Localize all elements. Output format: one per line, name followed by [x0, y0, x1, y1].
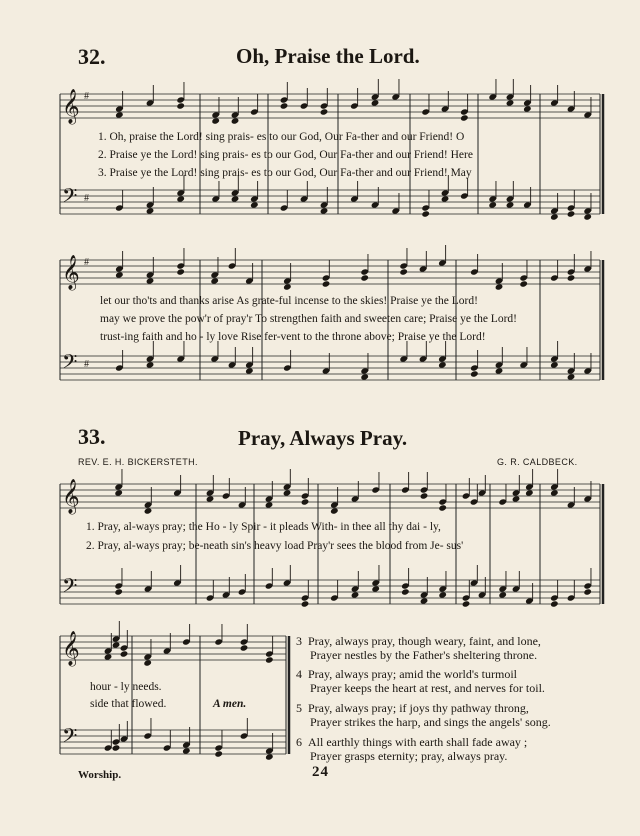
- note-head: [176, 268, 185, 275]
- composer-credit: G. R. CALDBECK.: [497, 457, 578, 467]
- lyric-line: side that flowed.: [90, 698, 167, 710]
- lyric-line: let our tho'ts and thanks arise As grate-ful incense to the skies! Praise ye the Lord!: [100, 295, 478, 307]
- music-staff-system: [0, 252, 640, 402]
- note-head: [322, 280, 331, 287]
- note-head: [371, 99, 380, 106]
- page-number: 24: [312, 764, 329, 780]
- treble-clef-icon: 𝄞: [62, 631, 80, 666]
- note-head: [498, 591, 507, 598]
- note-head: [399, 268, 408, 275]
- note-head: [112, 744, 121, 751]
- note-head: [115, 271, 124, 278]
- note-head: [488, 201, 497, 208]
- treble-clef-icon: 𝄞: [62, 255, 80, 290]
- svg-text:#: #: [84, 193, 89, 204]
- hymn-number: 33.: [78, 424, 106, 449]
- verse-number: 4: [296, 667, 302, 681]
- note-head: [115, 111, 124, 118]
- svg-text:#: #: [84, 91, 89, 102]
- note-head: [214, 750, 223, 757]
- treble-staff: [60, 245, 600, 291]
- verse-line: [296, 735, 527, 749]
- note-head: [301, 498, 310, 505]
- note-head: [114, 588, 123, 595]
- note-head: [470, 370, 479, 377]
- note-head: [265, 501, 274, 508]
- note-head: [320, 207, 329, 214]
- verse-line: [296, 667, 517, 681]
- bass-clef-icon: 𝄢: [62, 350, 78, 378]
- note-head: [438, 591, 447, 598]
- bass-staff: [60, 175, 600, 221]
- hymn-title: Pray, Always Pray.: [238, 426, 408, 450]
- note-head: [519, 280, 528, 287]
- verse-number: 3: [296, 634, 302, 648]
- note-head: [420, 492, 429, 499]
- treble-clef-icon: 𝄞: [62, 89, 80, 124]
- note-head: [120, 650, 129, 657]
- bass-staff: [60, 718, 286, 761]
- amen-label: A men.: [213, 698, 247, 710]
- note-head: [114, 489, 123, 496]
- lyric-line: 2. Pray, al-ways pray; be-neath sin's heavy load Pray'r sees the blood from Je- sus': [86, 540, 464, 552]
- bass-clef-icon: 𝄢: [62, 724, 78, 752]
- note-head: [231, 117, 240, 124]
- note-head: [371, 585, 380, 592]
- note-head: [146, 207, 155, 214]
- note-head: [320, 108, 329, 115]
- lyric-line: 1. Oh, praise the Lord! sing prais- es to our God, Our Fa-ther and our Friend! O: [98, 131, 465, 143]
- note-head: [211, 117, 220, 124]
- note-head: [567, 274, 576, 281]
- verse-text: Pray, always pray, though weary, faint, and lone,: [308, 634, 541, 648]
- note-head: [182, 747, 191, 754]
- verse-text: Prayer strikes the harp, and sings the angels' song.: [310, 715, 551, 729]
- note-head: [265, 753, 274, 760]
- bass-clef-icon: 𝄢: [62, 574, 78, 602]
- note-head: [525, 489, 534, 496]
- note-head: [583, 213, 592, 220]
- note-head: [460, 114, 469, 121]
- bass-clef-icon: 𝄢: [62, 184, 78, 212]
- note-head: [245, 367, 254, 374]
- note-head: [550, 213, 559, 220]
- hymn-number: 32.: [78, 44, 106, 69]
- note-head: [210, 277, 219, 284]
- treble-staff: [60, 621, 286, 667]
- note-head: [250, 201, 259, 208]
- note-head: [104, 653, 113, 660]
- note-head: [550, 489, 559, 496]
- hymn-title: Oh, Praise the Lord.: [236, 44, 420, 68]
- note-head: [495, 283, 504, 290]
- note-head: [301, 600, 310, 607]
- note-head: [283, 489, 292, 496]
- note-head: [112, 641, 121, 648]
- note-head: [240, 644, 249, 651]
- note-head: [265, 656, 274, 663]
- lyric-line: may we prove the pow'r of pray'r To strengthen faith and sweeten care; Praise ye the Lord!: [100, 313, 517, 325]
- note-head: [360, 373, 369, 380]
- verse-number: 5: [296, 701, 302, 715]
- treble-staff: [60, 79, 600, 125]
- lyric-line: 1. Pray, al-ways pray; the Ho - ly Spir - it pleads With- in thee all thy dai - ly,: [86, 521, 441, 533]
- note-head: [438, 504, 447, 511]
- note-head: [567, 210, 576, 217]
- note-head: [144, 507, 153, 514]
- note-head: [438, 361, 447, 368]
- note-head: [176, 102, 185, 109]
- note-head: [231, 195, 240, 202]
- note-head: [280, 102, 289, 109]
- verse-text: Prayer nestles by the Father's sheltering throne.: [310, 648, 538, 662]
- svg-text:#: #: [84, 359, 89, 370]
- note-head: [330, 507, 339, 514]
- note-head: [206, 495, 215, 502]
- note-head: [146, 277, 155, 284]
- section-label: Worship.: [78, 769, 122, 781]
- note-head: [420, 597, 429, 604]
- note-head: [550, 600, 559, 607]
- note-head: [583, 588, 592, 595]
- verse-text: Pray, always pray; if joys thy pathway throng,: [308, 701, 529, 715]
- bass-staff: [60, 341, 600, 381]
- lyric-line: 3. Praise ye the Lord! sing prais- es to our God, Our Fa-ther and our Friend! May: [98, 167, 472, 179]
- author-credit: REV. E. H. BICKERSTETH.: [78, 457, 198, 467]
- note-head: [421, 210, 430, 217]
- note-head: [567, 373, 576, 380]
- verse-text: Pray, always pray; amid the world's turmoil: [308, 667, 518, 681]
- lyric-line: hour - ly needs.: [90, 681, 162, 693]
- bass-staff: [60, 565, 600, 608]
- note-head: [550, 361, 559, 368]
- note-head: [506, 201, 515, 208]
- note-head: [360, 274, 369, 281]
- note-head: [495, 367, 504, 374]
- note-head: [283, 283, 292, 290]
- note-head: [143, 659, 152, 666]
- note-head: [146, 361, 155, 368]
- svg-text:#: #: [84, 257, 89, 268]
- note-head: [401, 588, 410, 595]
- note-head: [441, 195, 450, 202]
- verse-text: All earthly things with earth shall fade away ;: [308, 735, 528, 749]
- verse-number: 6: [296, 735, 302, 749]
- treble-clef-icon: 𝄞: [62, 479, 80, 514]
- verse-line: [296, 634, 541, 648]
- note-head: [523, 105, 532, 112]
- note-head: [506, 99, 515, 106]
- lyric-line: 2. Praise ye the Lord! sing prais- es to our God, Our Fa-ther and our Friend! Here: [98, 149, 473, 161]
- verse-text: Prayer keeps the heart at rest, and nerves for toil.: [310, 681, 545, 695]
- verse-line: [296, 701, 529, 715]
- lyric-line: trust-ing faith and ho - ly love Rise fer-vent to the throne above; Praise ye the Lord!: [100, 331, 486, 343]
- treble-staff: [60, 469, 600, 515]
- note-head: [351, 591, 360, 598]
- note-head: [176, 195, 185, 202]
- verse-text: Prayer grasps eternity; pray, always pray.: [310, 749, 508, 763]
- note-head: [462, 600, 471, 607]
- note-head: [512, 495, 521, 502]
